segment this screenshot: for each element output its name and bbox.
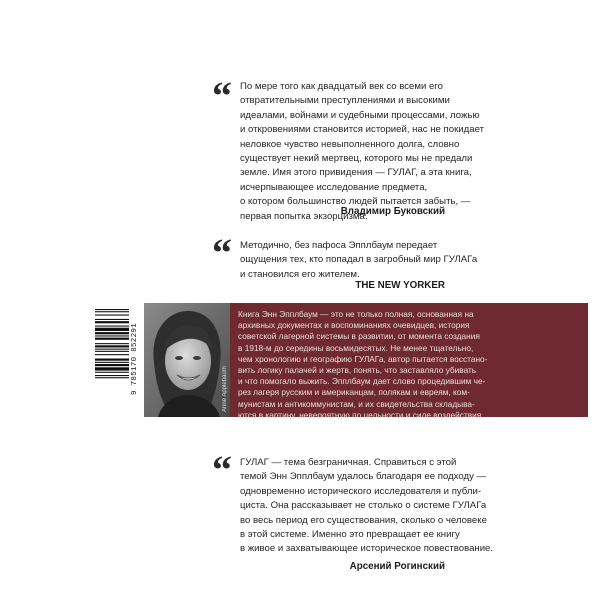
barcode-bar: [95, 332, 129, 334]
quote-line: исчерпывающее исследование предмета,: [240, 181, 428, 193]
quote-author: THE NEW YORKER: [355, 280, 445, 291]
barcode-icon: [95, 307, 129, 411]
barcode-bar: [95, 326, 129, 327]
barcode-bar: [95, 309, 129, 310]
quote-author: Арсений Рогинский: [349, 561, 445, 572]
description-line: Книга Энн Эпплбаум — это не только полная, основанная на: [238, 309, 474, 319]
quote-line: темой Энн Эпплбаум удалось благодаря ее подходу —: [240, 471, 487, 483]
author-portrait-icon: [144, 303, 230, 417]
quote-line: земле. Имя этого привидения — ГУЛАГ, а эта книга,: [240, 167, 472, 179]
barcode-bar: [95, 367, 129, 370]
quote-text: [240, 80, 484, 224]
author-photo: [144, 303, 230, 417]
barcode-bar: [95, 343, 129, 344]
quote-author: Владимир Буковский: [340, 206, 445, 217]
barcode-bar: [95, 335, 129, 336]
quote-mark-icon: “: [212, 230, 232, 275]
quote-line: По мере того как двадцатый век со всеми его: [240, 81, 443, 92]
quote-line: циста. Она рассказывает не столько о системе ГУЛАГа: [240, 500, 487, 512]
description-line: мунистам и антикоммунистам, и их свидетельства складыва-: [238, 398, 475, 409]
description-line: рез лагеря русским и американцам, полякам и евреям, ком-: [238, 387, 470, 398]
barcode-bar: [95, 311, 129, 312]
barcode-bar: [95, 338, 129, 340]
description-line: ются в картину, невероятную по цельности и силе воздействия.: [238, 409, 484, 420]
description-line: архивных документах и воспоминаниях очевидцев, история: [238, 320, 470, 331]
quote-line: одновременно исторического исследователя и публи-: [240, 485, 482, 497]
barcode-bar: [95, 354, 129, 355]
quote-line: в этой системе. Именно это превращает ее книгу: [240, 529, 460, 541]
barcode-digits: 9 785170 852291: [131, 323, 139, 396]
barcode-bar: [95, 328, 129, 331]
quote-line: идеалами, войнами и судебными процессами, ложью: [240, 109, 480, 121]
book-description-panel: [230, 303, 588, 420]
barcode-bar: [95, 375, 129, 376]
description-line: вить логику палачей и жертв, понять, что заставляло убивать: [238, 365, 477, 376]
quote-mark-icon: “: [212, 447, 232, 492]
barcode-bar: [95, 377, 129, 378]
isbn-barcode: [93, 305, 144, 414]
quote-line: и становился его жителем.: [240, 268, 360, 280]
quote-line: Методично, без пафоса Эпплбаум передает: [240, 240, 438, 251]
barcode-bar: [95, 319, 129, 320]
barcode-bar: [95, 362, 129, 363]
barcode-bar: [95, 364, 129, 366]
quote-line: в живое и захватывающее историческое повествование.: [240, 543, 494, 555]
quote-line: неловкое чувство невыполненного долга, словно: [240, 138, 460, 150]
description-line: в 1918-м до середины восьмидесятых. Не менее тщательно,: [238, 342, 474, 353]
quote-line: ощущения тех, кто попадал в загробный мир ГУЛАГа: [240, 254, 478, 266]
quote-line: ГУЛАГ — тема безграничная. Справиться с этой: [240, 457, 457, 468]
quote-line: и откровениями становится историей, нас не покидает: [240, 124, 484, 136]
barcode-bar: [95, 372, 129, 373]
barcode-bar: [95, 349, 129, 350]
photo-credit: Anne Applebaum: [222, 366, 228, 412]
quote-text: [240, 239, 477, 282]
quote-mark-icon: “: [212, 73, 232, 118]
barcode-bar: [95, 315, 129, 316]
description-line: и что помогало выжить. Эпплбаум дает слово процедившим че-: [238, 376, 486, 387]
book-description: [238, 309, 487, 421]
quote-line: первая попытка экзорцизма.: [240, 210, 368, 222]
barcode-bar: [95, 351, 129, 352]
quote-line: существует некий мертвец, которого мы не предали: [240, 153, 473, 165]
quote-line: о котором большинство людей пытается забыть, —: [240, 196, 471, 208]
description-line: чем хронологию и географию ГУЛАГа, автор пытается восстано-: [238, 353, 488, 364]
quote-text: [240, 456, 493, 557]
quote-line: во весь период его существования, сколько о человеке: [240, 514, 487, 526]
barcode-bar: [95, 321, 129, 323]
barcode-bar: [95, 359, 129, 361]
quote-line: отвратительными преступлениями и высокими: [240, 95, 450, 107]
barcode-bar: [95, 345, 129, 347]
description-line: советской лагерной системы в развитии, от момента создания: [238, 331, 480, 342]
